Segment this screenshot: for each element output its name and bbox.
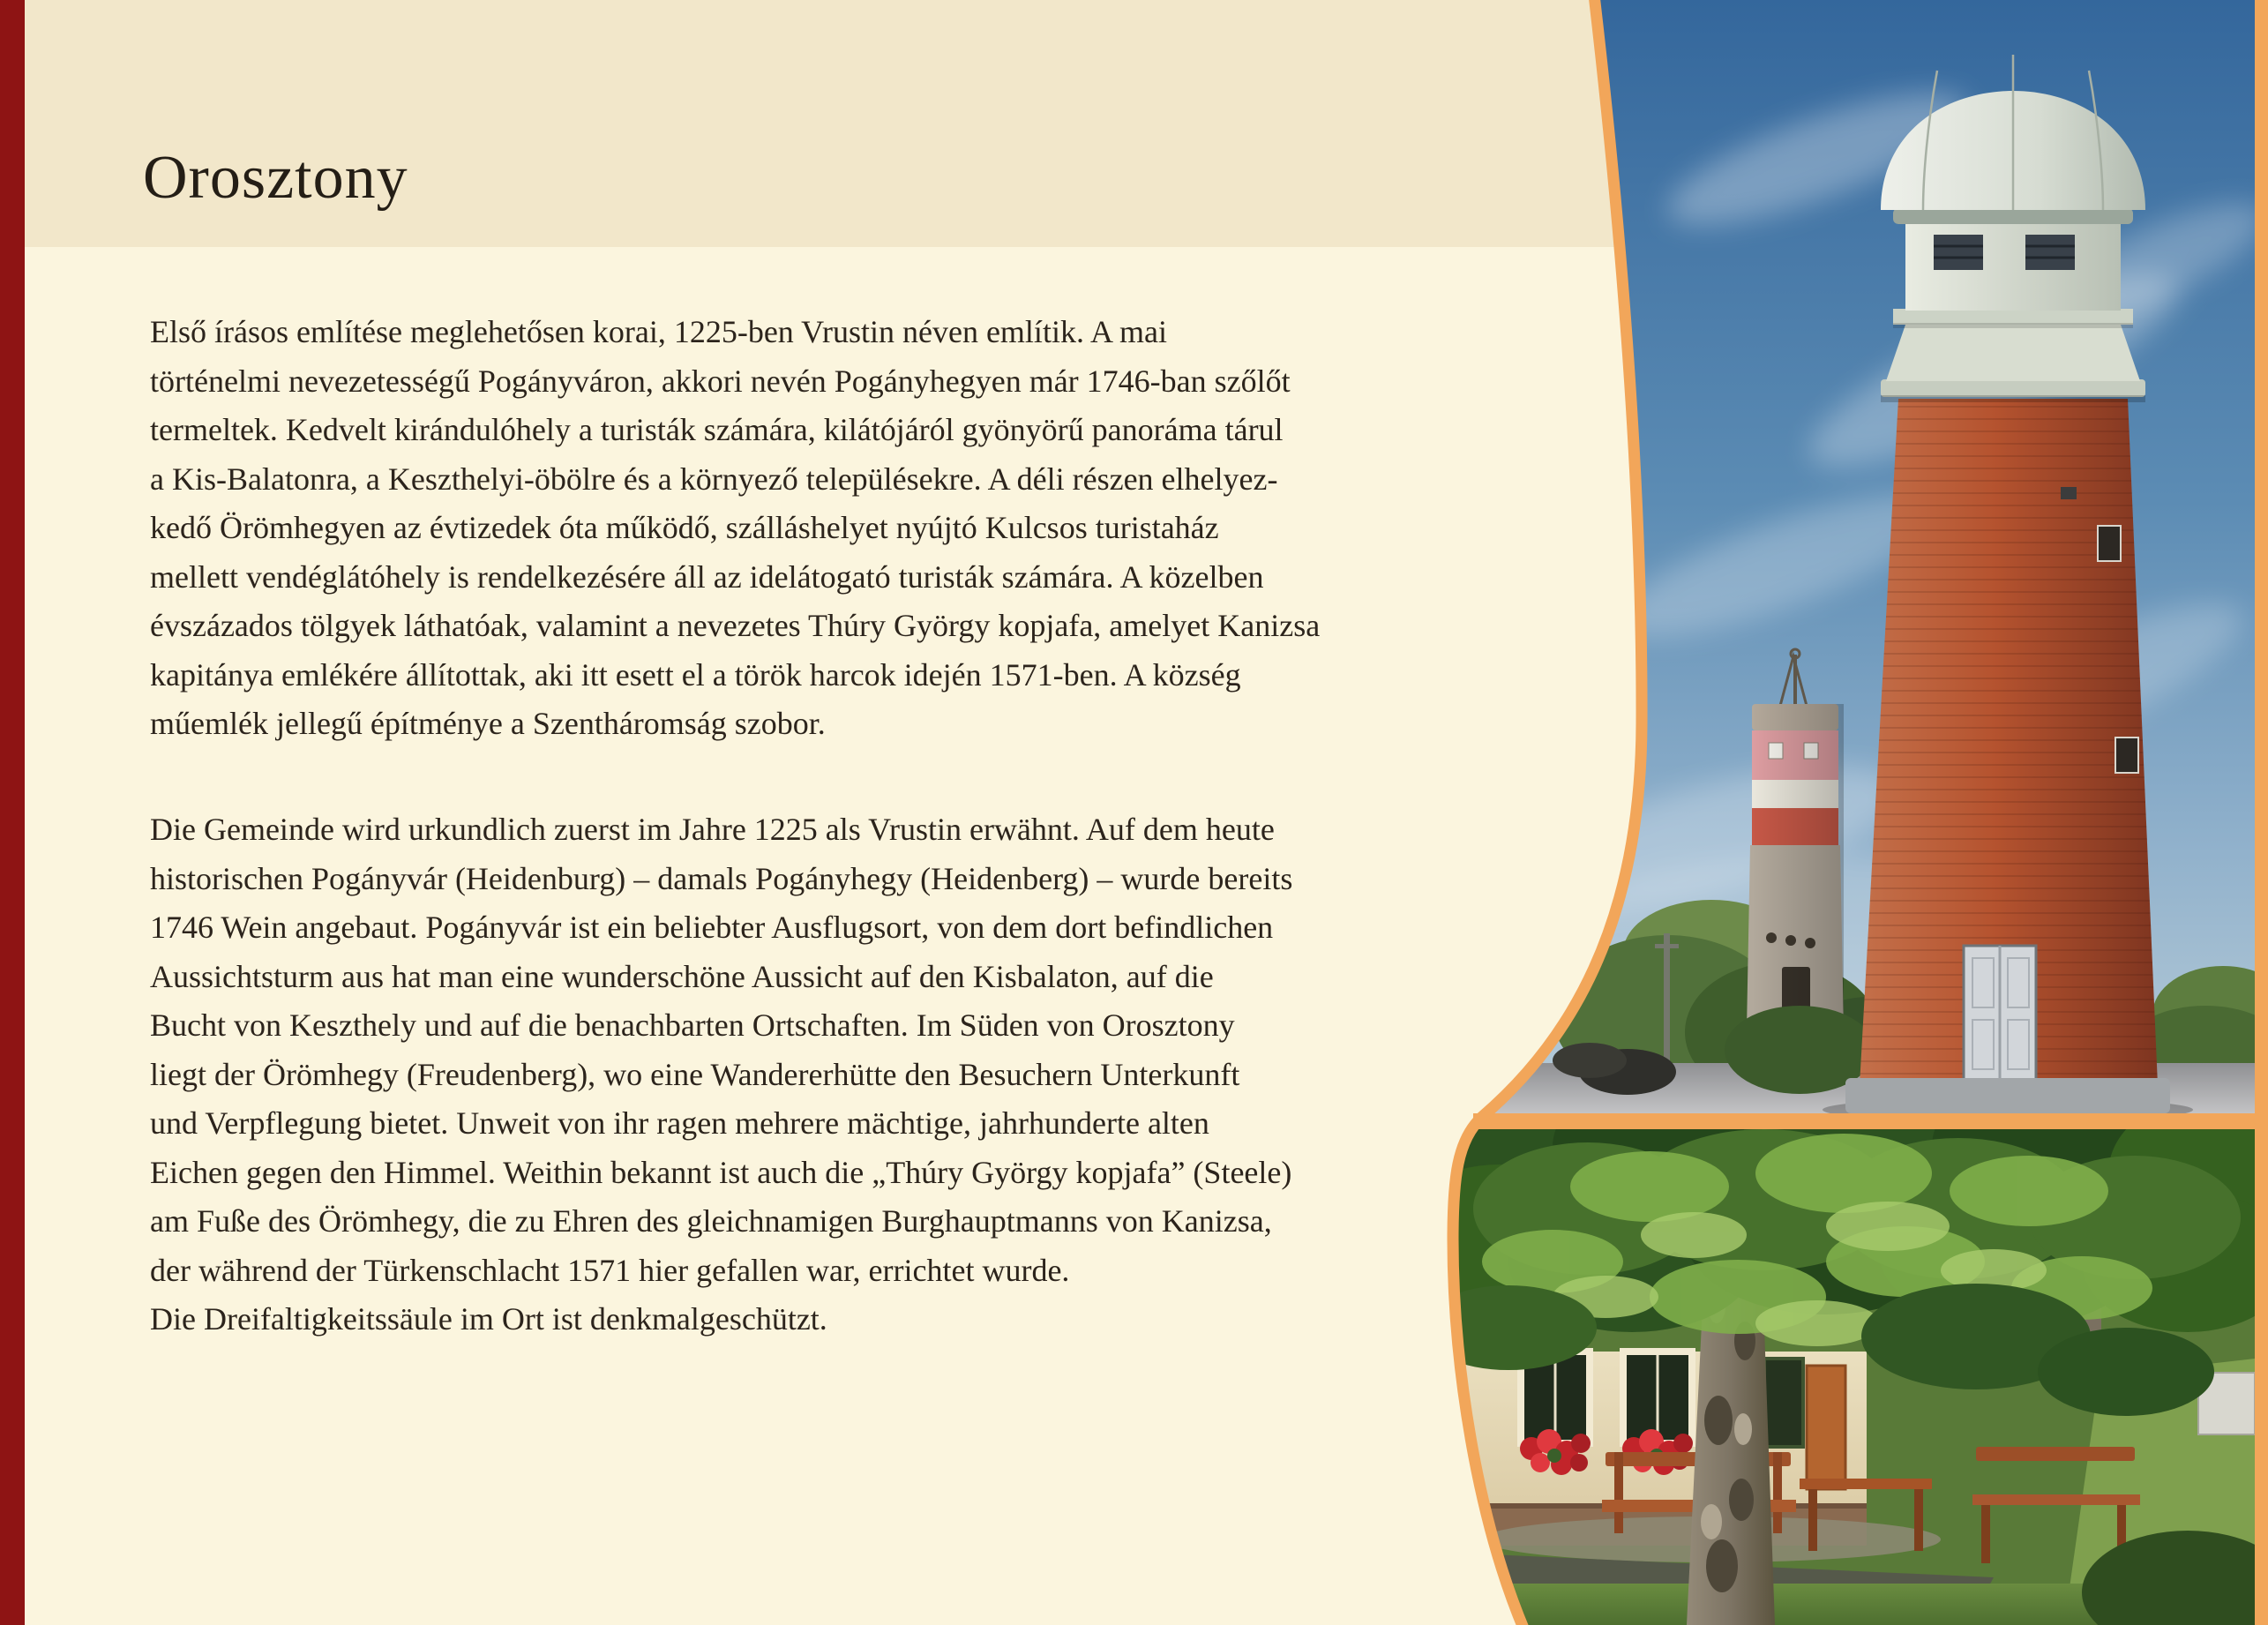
text-line: Die Dreifaltigkeitssäule im Ort ist denkmalgeschützt. (150, 1301, 827, 1337)
text-line: und Verpflegung bietet. Unweit von ihr ragen mehrere mächtige, jahrhunderte alten (150, 1105, 1209, 1141)
paragraph-hungarian (150, 308, 1320, 749)
text-line: Első írásos említése meglehetősen korai, 1225-ben Vrustin néven említik. A mai (150, 314, 1167, 349)
text-line: évszázados tölgyek láthatóak, valamint a nevezetes Thúry György kopjafa, amelyet Kanizsa (150, 608, 1321, 643)
text-line: liegt der Örömhegy (Freudenberg), wo eine Wandererhütte den Besuchern Unterkunft (150, 1056, 1240, 1092)
text-line: Die Gemeinde wird urkundlich zuerst im Jahre 1225 als Vrustin erwähnt. Auf dem heute (150, 812, 1275, 847)
text-line: am Fuße des Örömhegy, die zu Ehren des gleichnamigen Burghauptmanns von Kanizsa, (150, 1203, 1272, 1239)
paragraph-german (150, 805, 1292, 1344)
spine-color-bar (0, 0, 25, 1625)
text-line: 1746 Wein angebaut. Pogányvár ist ein beliebter Ausflugsort, von dem dort befindlichen (150, 910, 1274, 945)
text-line: kapitánya emlékére állítottak, aki itt esett el a török harcok idején 1571-ben. A község (150, 656, 1241, 693)
text-line: kedő Örömhegyen az évtizedek óta működő, szálláshelyet nyújtó Kulcsos turistaház (150, 510, 1219, 545)
text-line: historischen Pogányvár (Heidenburg) – damals Pogányhegy (Heidenberg) – wurde bereits (150, 860, 1293, 896)
text-line: a Kis-Balatonra, a Keszthelyi-öbölre és a környező településekre. A déli részen elhelyez- (150, 461, 1278, 497)
text-line: der während der Türkenschlacht 1571 hier gefallen war, errichtet wurde. (150, 1252, 1070, 1288)
text-line: történelmi nevezetességű Pogányváron, akkori nevén Pogányhegyen már 1746-ban szőlőt (150, 363, 1291, 399)
photos-panel (1447, 0, 2268, 1625)
text-line: műemlék jellegű építménye a Szentháromság szobor. (150, 706, 826, 741)
text-line: mellett vendéglátóhely is rendelkezésére áll az idelátogató turisták számára. A közelben (150, 558, 1264, 595)
page-title: Orosztony (143, 144, 408, 212)
accent-right-bar (2255, 0, 2268, 1625)
text-line: termeltek. Kedvelt kirándulóhely a turisták számára, kilátójáról gyönyörű panoráma tárul (150, 412, 1284, 447)
guesthouse-photo (1447, 1059, 2268, 1625)
accent-divider (1473, 1113, 2255, 1129)
tower-photo (1447, 0, 2268, 1122)
text-line: Aussichtsturm aus hat man eine wunderschöne Aussicht auf den Kisbalaton, auf die (150, 958, 1214, 994)
text-line: Eichen gegen den Himmel. Weithin bekannt ist auch die „Thúry György kopjafa” (Steele) (150, 1154, 1292, 1190)
text-line: Bucht von Keszthely und auf die benachbarten Ortschaften. Im Süden von Orosztony (150, 1007, 1235, 1043)
